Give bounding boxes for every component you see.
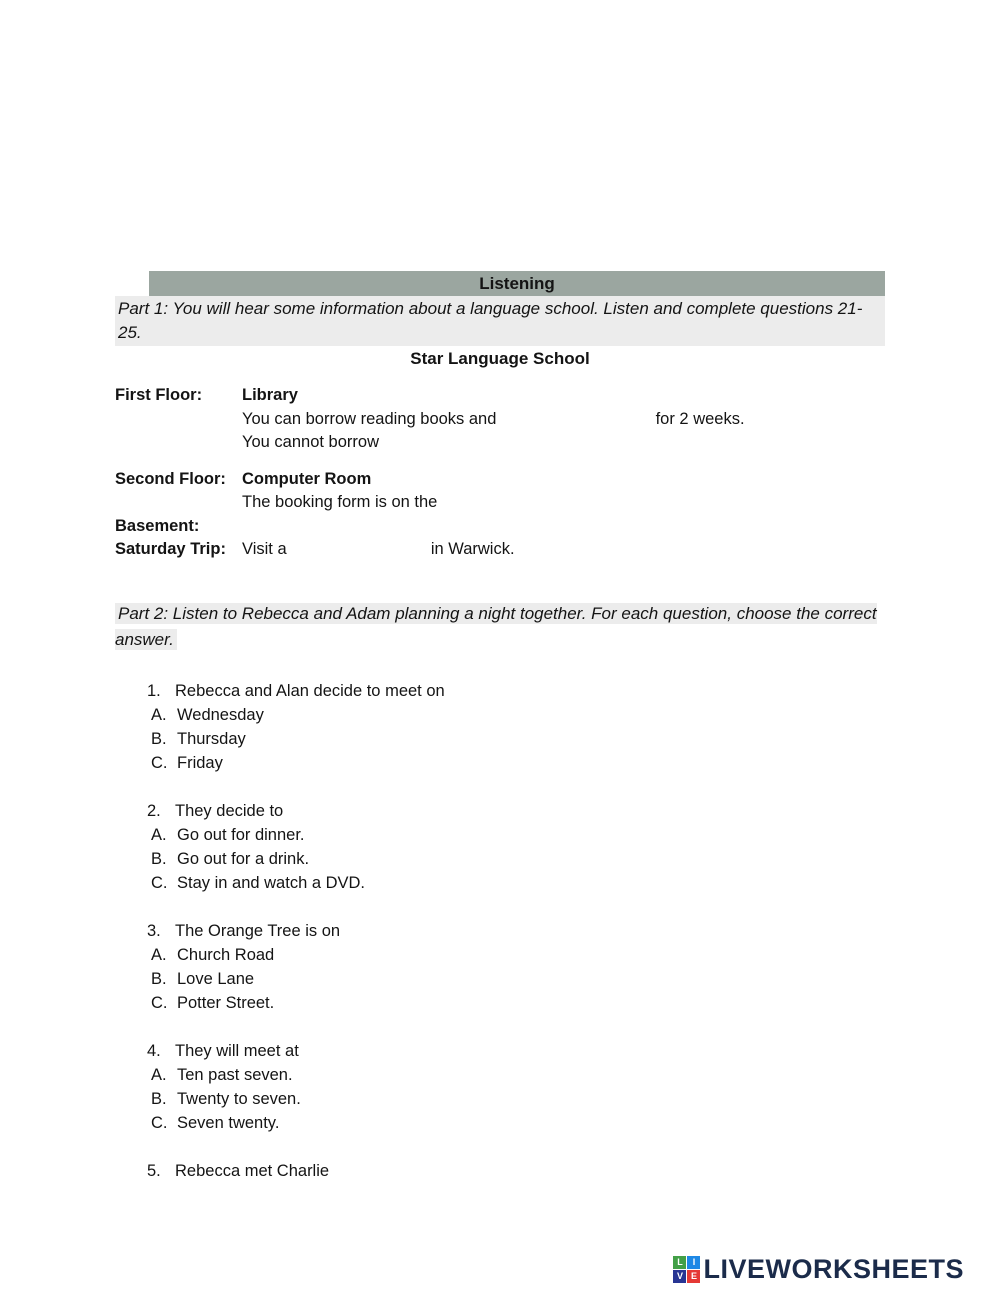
borrow-text-before: You can borrow reading books and xyxy=(242,409,497,428)
booking-line xyxy=(242,491,885,515)
answer-input-basement[interactable] xyxy=(242,516,442,536)
borrow-text-after: for 2 weeks. xyxy=(655,409,745,428)
question-1-option-b[interactable] xyxy=(147,727,885,751)
option-letter: C. xyxy=(151,873,168,892)
spacer-cell xyxy=(115,408,242,432)
logo-square-e: E xyxy=(687,1270,700,1283)
basement-line xyxy=(242,515,885,539)
brand-wordmark: LIVEWORKSHEETS xyxy=(703,1254,964,1284)
question-3-line xyxy=(147,919,885,943)
second-floor-value: Computer Room xyxy=(242,469,372,488)
option-text: Church Road xyxy=(177,945,275,964)
question-3-option-a[interactable] xyxy=(147,943,885,967)
part1-content xyxy=(115,384,885,562)
option-letter: A. xyxy=(151,705,167,724)
question-number: 4. xyxy=(147,1041,161,1060)
option-text: Go out for dinner. xyxy=(177,825,305,844)
school-title: Star Language School xyxy=(410,349,590,368)
question-number: 3. xyxy=(147,921,161,940)
question-1-option-a[interactable] xyxy=(147,703,885,727)
question-2-line xyxy=(147,799,885,823)
question-4-line xyxy=(147,1039,885,1063)
booking-text: The booking form is on the xyxy=(242,493,438,511)
option-letter: C. xyxy=(151,753,168,772)
saturday-trip-label: Saturday Trip: xyxy=(115,540,226,558)
option-text: Stay in and watch a DVD. xyxy=(177,873,366,892)
liveworksheets-logo-icon xyxy=(673,1256,700,1283)
answer-input-cannot-borrow[interactable] xyxy=(384,433,534,453)
question-text: They decide to xyxy=(175,801,284,820)
question-5 xyxy=(147,1159,885,1183)
option-text: Wednesday xyxy=(177,705,264,724)
section-header-listening xyxy=(149,271,885,296)
question-1 xyxy=(147,679,885,775)
first-floor-value: Library xyxy=(242,386,298,404)
option-text: Thursday xyxy=(177,729,246,748)
logo-square-v: V xyxy=(673,1270,686,1283)
logo-square-l: L xyxy=(673,1256,686,1269)
option-letter: B. xyxy=(151,849,167,868)
part2-instructions-text: Part 2: Listen to Rebecca and Adam planning a night together. For each question, choose the correct answer. xyxy=(115,603,877,649)
option-letter: B. xyxy=(151,969,167,988)
cannot-borrow-line xyxy=(242,431,885,455)
question-number: 5. xyxy=(147,1161,161,1180)
section-title: Listening xyxy=(479,274,555,293)
question-2-option-b[interactable] xyxy=(147,847,885,871)
question-number: 1. xyxy=(147,681,161,700)
part1-instructions-text: Part 1: You will hear some information about a language school. Listen and complete questions 21-25. xyxy=(118,299,863,342)
part1-instructions xyxy=(115,296,885,346)
borrow-line xyxy=(242,408,885,432)
question-4-option-b[interactable] xyxy=(147,1087,885,1111)
question-3 xyxy=(147,919,885,1015)
question-3-option-c[interactable] xyxy=(147,991,885,1015)
basement-label: Basement: xyxy=(115,516,200,535)
spacer-cell xyxy=(115,491,242,515)
option-text: Love Lane xyxy=(177,969,255,988)
option-text: Go out for a drink. xyxy=(177,849,310,868)
second-floor-label: Second Floor: xyxy=(115,469,226,488)
part2-questions xyxy=(115,679,885,1183)
question-4-option-a[interactable] xyxy=(147,1063,885,1087)
question-number: 2. xyxy=(147,801,161,820)
cannot-borrow-text: You cannot borrow xyxy=(242,433,379,451)
answer-input-booking[interactable] xyxy=(442,493,592,513)
question-text: The Orange Tree is on xyxy=(175,921,341,940)
option-text: Twenty to seven. xyxy=(177,1089,301,1108)
spacer-cell xyxy=(115,431,242,455)
option-text: Seven twenty. xyxy=(177,1113,280,1132)
option-letter: A. xyxy=(151,945,167,964)
option-letter: C. xyxy=(151,1113,168,1132)
option-letter: A. xyxy=(151,825,167,844)
option-text: Potter Street. xyxy=(177,993,275,1012)
first-floor-label: First Floor: xyxy=(115,386,203,404)
answer-input-saturday[interactable] xyxy=(291,540,426,560)
logo-square-i: I xyxy=(687,1256,700,1269)
question-2-option-a[interactable] xyxy=(147,823,885,847)
part2-instructions xyxy=(115,601,885,653)
saturday-line xyxy=(242,538,885,562)
option-letter: B. xyxy=(151,1089,167,1108)
liveworksheets-brand[interactable] xyxy=(673,1254,964,1285)
option-letter: B. xyxy=(151,729,167,748)
question-2 xyxy=(147,799,885,895)
question-4 xyxy=(147,1039,885,1135)
question-text: They will meet at xyxy=(175,1041,299,1060)
option-letter: C. xyxy=(151,993,168,1012)
question-3-option-b[interactable] xyxy=(147,967,885,991)
saturday-text-before: Visit a xyxy=(242,540,287,558)
saturday-text-after: in Warwick. xyxy=(430,540,515,558)
question-text: Rebecca met Charlie xyxy=(175,1161,330,1180)
question-text: Rebecca and Alan decide to meet on xyxy=(175,681,445,700)
option-text: Ten past seven. xyxy=(177,1065,293,1084)
answer-input-borrow[interactable] xyxy=(501,409,651,429)
question-1-option-c[interactable] xyxy=(147,751,885,775)
question-5-line xyxy=(147,1159,885,1183)
question-4-option-c[interactable] xyxy=(147,1111,885,1135)
option-text: Friday xyxy=(177,753,223,772)
option-letter: A. xyxy=(151,1065,167,1084)
question-1-line xyxy=(147,679,885,703)
question-2-option-c[interactable] xyxy=(147,871,885,895)
